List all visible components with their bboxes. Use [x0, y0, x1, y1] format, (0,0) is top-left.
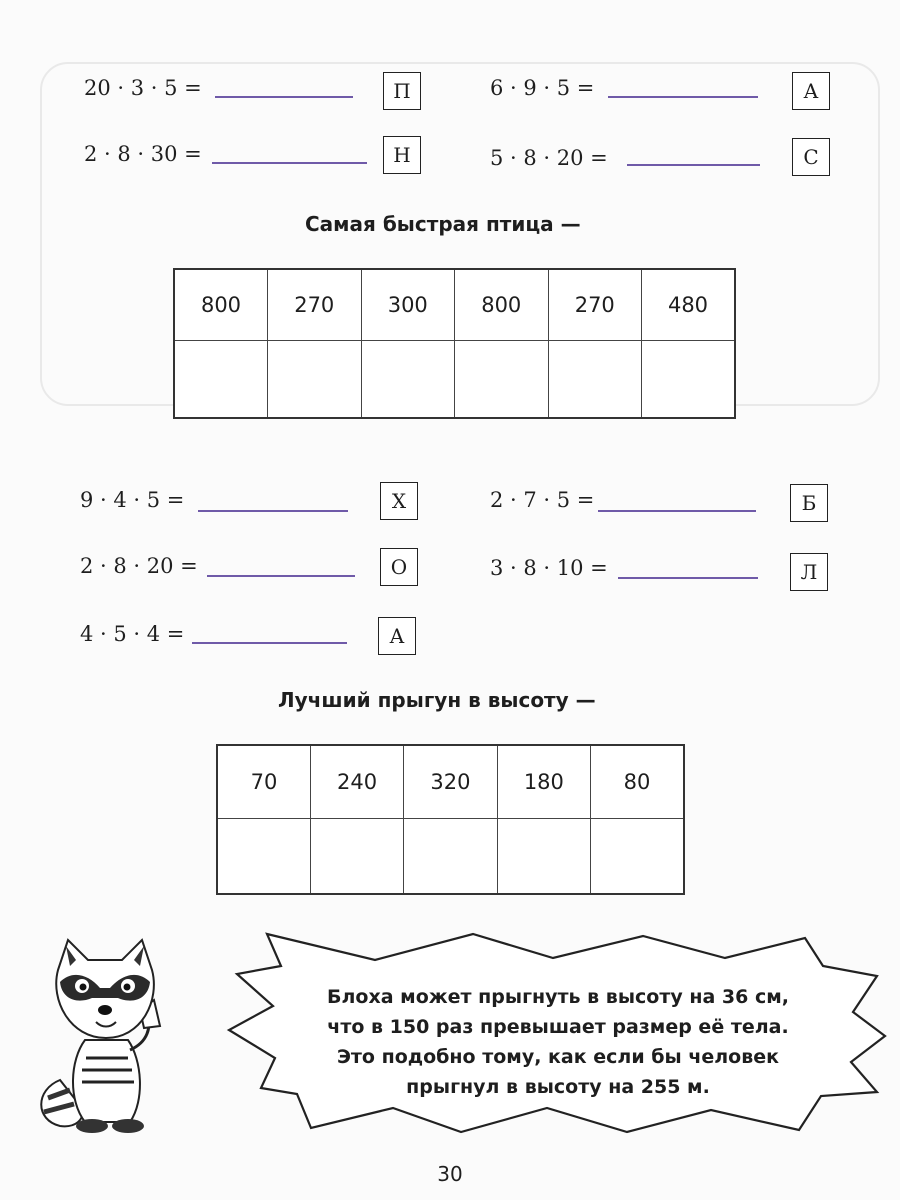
letter-cell[interactable] — [404, 819, 497, 895]
letter-cell[interactable] — [591, 819, 684, 895]
equation-4-right: 3 · 8 · 10 = — [490, 556, 608, 580]
table-value-cell: 800 — [455, 269, 549, 341]
table-value-cell: 270 — [548, 269, 642, 341]
fact-line: что в 150 раз превышает размер её тела. — [327, 1016, 789, 1038]
equation-4-left: 2 · 8 · 20 = — [80, 554, 198, 578]
answer-table-1 — [173, 268, 736, 419]
letter-box: А — [792, 72, 830, 110]
puzzle-heading-1: Самая быстрая птица — — [305, 212, 581, 236]
table-row-letters — [217, 819, 684, 895]
letter-box: С — [792, 138, 830, 176]
equation-1-left: 20 · 3 · 5 = — [84, 76, 202, 100]
answer-table-2 — [216, 744, 685, 895]
letter-cell[interactable] — [310, 819, 403, 895]
answer-blank[interactable] — [192, 642, 347, 644]
letter-cell[interactable] — [497, 819, 590, 895]
letter-cell[interactable] — [268, 341, 362, 419]
letter-box: Л — [790, 553, 828, 591]
raccoon-icon — [30, 930, 180, 1135]
letter-cell[interactable] — [642, 341, 736, 419]
table-value-cell: 800 — [174, 269, 268, 341]
answer-blank[interactable] — [198, 510, 348, 512]
table-value-cell: 300 — [361, 269, 455, 341]
fact-line: Это подобно тому, как если бы человек — [336, 1046, 780, 1068]
letter-cell[interactable] — [217, 819, 310, 895]
table-value-cell: 240 — [310, 745, 403, 819]
table-value-cell: 480 — [642, 269, 736, 341]
letter-cell[interactable] — [361, 341, 455, 419]
equation-5-left: 4 · 5 · 4 = — [80, 622, 185, 646]
letter-cell[interactable] — [174, 341, 268, 419]
fact-line: Блоха может прыгнуть в высоту на 36 см, — [327, 986, 789, 1008]
letter-box: О — [380, 548, 418, 586]
answer-blank[interactable] — [212, 162, 367, 164]
table-row-values — [174, 269, 735, 341]
equation-3-right: 2 · 7 · 5 = — [490, 488, 595, 512]
answer-blank[interactable] — [207, 575, 355, 577]
fact-text — [268, 982, 848, 1102]
page-number: 30 — [437, 1162, 463, 1186]
letter-cell[interactable] — [455, 341, 549, 419]
equation-2-left: 2 · 8 · 30 = — [84, 142, 202, 166]
table-value-cell: 80 — [591, 745, 684, 819]
table-value-cell: 270 — [268, 269, 362, 341]
answer-blank[interactable] — [608, 96, 758, 98]
equation-1-right: 6 · 9 · 5 = — [490, 76, 595, 100]
table-row-letters — [174, 341, 735, 419]
table-value-cell: 70 — [217, 745, 310, 819]
table-value-cell: 180 — [497, 745, 590, 819]
answer-blank[interactable] — [598, 510, 756, 512]
fact-line: прыгнул в высоту на 255 м. — [406, 1076, 710, 1098]
letter-box: Н — [383, 136, 421, 174]
table-row-values — [217, 745, 684, 819]
answer-blank[interactable] — [215, 96, 353, 98]
answer-blank[interactable] — [618, 577, 758, 579]
answer-blank[interactable] — [627, 164, 760, 166]
table-value-cell: 320 — [404, 745, 497, 819]
puzzle-heading-2: Лучший прыгун в высоту — — [278, 688, 596, 712]
letter-cell[interactable] — [548, 341, 642, 419]
letter-box: П — [383, 72, 421, 110]
letter-box: Б — [790, 484, 828, 522]
equation-2-right: 5 · 8 · 20 = — [490, 146, 608, 170]
equation-3-left: 9 · 4 · 5 = — [80, 488, 185, 512]
letter-box: А — [378, 617, 416, 655]
letter-box: Х — [380, 482, 418, 520]
